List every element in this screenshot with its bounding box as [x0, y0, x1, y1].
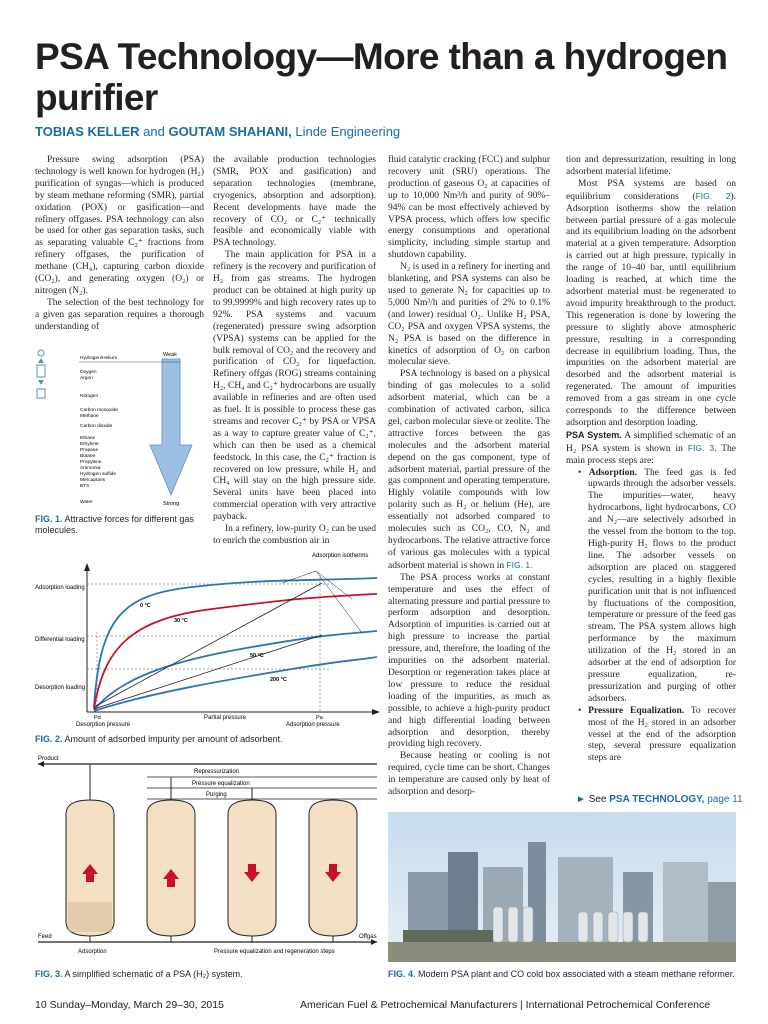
subhead: PSA System. [566, 429, 622, 440]
molecule-label: Methane [80, 414, 99, 419]
molecule-label: Oxygen [80, 370, 97, 375]
adsorber-vessel [309, 799, 357, 936]
desorption-pressure-label: Desorption pressure [76, 722, 131, 728]
paragraph: the available production technologies (SMR, POX and gasification) and separation technologies (membrane, cryogenics, absorption and adsorption). Recent developments have made the recovery of CO₂ or C₂⁺ technically feasible and economically viable with PSA technology. [213, 155, 376, 249]
byline [35, 124, 400, 139]
adsorption-loading-label: Adsorption loading [35, 585, 85, 591]
temp-0c-label: 0 °C [140, 603, 151, 609]
adsorption-step-label: Adsorption [78, 949, 107, 955]
product-label: Product [38, 756, 59, 762]
column-4 [566, 155, 736, 805]
molecule-label: Water [80, 500, 93, 505]
figure-3-caption [35, 969, 385, 980]
paragraph-text: PSA technology is based on a physical binding of gas molecules to a solid adsorbent material, which can be a combination of activated carbon, silica gel, carbon molecular sieve or zeolite. The attractive forces between the gas molecules and the adsorbent material depend on the gas component, type of adsorbent material, partial pressure of the gas component and operating temperature. Highly volatile compounds with low polarity such as H₂ or helium (He), are essentially not adsorbed compared to molecules such as CO₂, CO, N₂ and hydrocarbons. The relative attractive force of various gas molecules with a typical adsorbent material is shown in [388, 369, 550, 571]
author-1: TOBIAS KELLER [35, 124, 140, 139]
footer-right: American Fuel & Petrochemical Manufacturers | International Petrochemical Conference [300, 999, 711, 1011]
list-item-head: Adsorption. [588, 467, 638, 478]
column-3 [388, 155, 550, 807]
purging-label: Purging [206, 792, 227, 798]
paragraph-text: A simplified schematic of an H₂ PSA system is shown in [566, 430, 736, 454]
molecule-label: Carbon monoxide [80, 408, 118, 413]
caption-text: Attractive forces for different gas molecules. [35, 514, 194, 535]
caption-label: FIG. 4. [388, 969, 416, 979]
molecule-label: Mercaptans [80, 478, 106, 483]
list-item-head: Pressure Equalization. [588, 705, 685, 716]
molecule-label: Ethane [80, 436, 96, 441]
figure-3 [32, 752, 384, 960]
partial-pressure-label: Partial pressure [204, 715, 247, 721]
temp-30c-label: 30 °C [174, 618, 188, 624]
regeneration-steps-label: Pressure equalization and regeneration steps [214, 949, 335, 955]
caption-label: FIG. 3. [35, 969, 63, 979]
molecule-label: Propylene [80, 460, 102, 465]
desorption-loading-label: Desorption loading [35, 685, 86, 691]
caption-text: A simplified schematic of a PSA (H₂) system. [64, 969, 243, 979]
molecule-label: Butane [80, 454, 96, 459]
figure-1-caption [35, 514, 210, 536]
adsorber-vessel [66, 764, 114, 936]
figure-2 [32, 547, 384, 732]
fig1-reference[interactable]: FIG. 1. [506, 559, 533, 570]
caption-label: FIG. 1. [35, 514, 63, 524]
molecule-label: Propane [80, 448, 99, 453]
process-steps-list [566, 468, 736, 766]
molecule-label: Argon [80, 376, 93, 381]
molecule-label: Ethylene [80, 442, 99, 447]
see-prefix: See [588, 794, 607, 805]
pressure-equalization-label: Pressure equalization [192, 781, 250, 787]
author-org: Linde Engineering [295, 124, 401, 139]
column-2 [213, 155, 376, 546]
figure-1 [32, 345, 207, 510]
isotherms-label: Adsorption isotherms [312, 553, 369, 559]
paragraph: Pressure swing adsorption (PSA) technology is well known for hydrogen (H₂) purification of syngas—which is produced by steam methane reforming (SMR), partial oxidation (POX) or gasification—and refinery offgases. PSA technology can also be used for other gas separation tasks, such as separating valuable C₂⁺ fractions from refinery offgases, the purification of methane (CH₄), capturing carbon dioxide (CO₂), and generating oxygen (O₂) or nitrogen (N₂). [35, 155, 204, 296]
list-item: • Adsorption. The feed gas is fed upwards through the adsorber vessels. The impurities—water, heavy hydrocarbons, light hydrocarbons, CO and N₂—are selectively adsorbed in the vessel from the bottom to the top. High-purity H₂ flows to the product line. The adsorber vessels on adsorption are placed on staggered cycles, resulting in a highly flexible purification unit that is not influenced by fluctuations of the composition, temperature or pressure of the feed gas stream. The PSA system allows high performance by the maximum utilization of the H₂ stored in an adsorber at the end of adsorption for pressure equalization, re-pressurization and purging of other adsorbers. [578, 467, 737, 704]
weak-label: Weak [163, 352, 177, 358]
isotherm-30c [94, 594, 377, 709]
molecule-label: Carbon dioxide [80, 424, 113, 429]
paragraph: N₂ is used in a refinery for inerting and blanketing, and PSA systems can also be used to generate N₂ for capacities up to 5,000 Nm³/h and purities of 2% to 0.1% (and lower) residual O₂. Unlike H₂ PSA, CO₂ PSA and oxygen VPSA systems, the N₂ PSA is based on the difference in kinetics of adsorption of O₂ on carbon molecular sieve. [388, 262, 550, 368]
caption-text: Modern PSA plant and CO cold box associated with a steam methane reformer. [418, 969, 735, 979]
molecule-label: BTX [80, 484, 90, 489]
see-suffix: page 11 [707, 794, 743, 805]
molecule-list [80, 355, 118, 505]
adsorption-pressure-label: Adsorption pressure [286, 722, 340, 728]
caption-text: Amount of adsorbed impurity per amount of adsorbent. [64, 734, 283, 744]
isotherm-0c [94, 578, 377, 707]
author-2: GOUTAM SHAHANI, [168, 124, 292, 139]
paragraph: In a refinery, low-purity O₂ can be used to enrich the combustion air in [213, 524, 376, 546]
figure-4-photo [388, 812, 736, 962]
paragraph: fluid catalytic cracking (FCC) and sulphur recovery unit (SRU) operations. The production of gaseous O₂ at capacities of up to 10,000 Nm³/h and purity of 90%–94% can be most effectively achieved by VPSA process, which offers low specific energy consumptions and operational simplicity, including simple startup and shutdown capability. [388, 155, 550, 261]
temp-200c-label: 200 °C [270, 677, 287, 683]
feed-label: Feed [38, 934, 52, 940]
paragraph: Because heating or cooling is not required, cycle time can be short. Changes in temperature are caused only by heat of adsorption and desorp- [388, 751, 550, 798]
continued-link[interactable] [576, 794, 743, 805]
paragraph-text: ). Adsorption isotherms show the relation between partial pressure of a gas molecule and its equilibrium loading on the adsorbent material at a given temperature. Adsorption is carried out at high pressure, typically in the range of 10–40 bar, until equilibrium loading is reached, at which time the adsorbent material must be regenerated to avoid impurity breakthrough to the product. This regeneration is done by lowering the pressure to slightly above atmospheric pressure, resulting in a corresponding decrease in equilibrium loading. Thus, the impurities on the adsorbent material are desorbed and the adsorbent material is regenerated. The amount of impurities removed from a gas stream in one cycle corresponds to the difference between adsorption and desorption loading. [566, 191, 736, 428]
adsorber-vessel [228, 788, 276, 936]
paragraph-text: . The main process steps are: [566, 443, 737, 466]
list-item: • Pressure Equalization. To recover most of the H₂ stored in an adsorber vessel at the end of the adsorption step, several pressure equalization steps are [578, 705, 736, 764]
column-1 [35, 155, 204, 341]
temp-50c-label: 50 °C [250, 653, 264, 659]
paragraph: The PSA process works at constant temperature and uses the effect of alternating pressure and partial pressure to perform adsorption and desorption. Adsorption of impurities is carried out at high pressure to increase the partial pressure, and, therefore, the loading of the impurities on the adsorbent material. Desorption or regeneration takes place at low pressure to reduce the residual loading of the impurities, as much as possible, to achieve a high-purity product and high differential loading between adsorption and desorption, thereby providing high recovery. [388, 572, 550, 750]
fig2-reference[interactable]: FIG. 2 [695, 190, 731, 201]
pa-label: Pa [316, 715, 323, 721]
author-and: and [143, 124, 165, 139]
paragraph [566, 430, 736, 468]
molecule-icon [37, 350, 45, 398]
repressurization-label: Repressurization [194, 769, 240, 775]
paragraph [388, 369, 550, 572]
paragraph: tion and depressurization, resulting in long adsorbent material lifetime. [566, 155, 736, 177]
arrow-right-icon: ► [576, 794, 586, 805]
molecule-label: Hydrogen/Helium [80, 356, 118, 361]
caption-label: FIG. 2. [35, 734, 63, 744]
figure-4-caption [388, 969, 736, 980]
offgas-label: Offgas [359, 934, 377, 940]
paragraph: The selection of the best technology for a given gas separation requires a thorough understanding of [35, 297, 204, 332]
attraction-arrow [150, 359, 192, 495]
paragraph-text: Most PSA systems are based on equilibrium considerations ( [566, 178, 736, 202]
paragraph: The main application for PSA in a refinery is the recovery and purification of H₂ from gas streams. The hydrogen product can be obtained at high purity up to 99.9999% and high recovery rates up to 92%. PSA systems and vacuum (regenerated) pressure swing adsorption (VPSA) systems can be applied for the bulk removal of CO₂ and the recovery and purification of CO₂ for liquefaction. Refinery offgas (ROG) streams containing H₂, CH₄ and C₂⁺ hydrocarbons are usually available in refineries and are often used as fuel. It is possible to process these gas streams and recover C₂⁺ by PSA or VPSA as a way to capture greater value of C₂⁺, which can then be used as a chemical feedstock. In this case, the C₂⁺ fraction is recovered on low pressure, while H₂ and CH₄ will stay on the high pressure side. Several units have been placed into commercial operation with very attractive payback. [213, 250, 376, 523]
page-title: PSA Technology—More than a hydrogen purifier [35, 36, 728, 118]
molecule-label: Hydrogen sulfide [80, 472, 116, 477]
fig3-reference[interactable]: FIG. 3 [687, 442, 715, 453]
figure-2-caption [35, 734, 385, 745]
see-ref: PSA TECHNOLOGY, [609, 794, 705, 805]
list-item-text: To recover most of the H₂ stored in an adsorber vessel at the end of the adsorption step, several pressure equalization steps are [588, 705, 736, 764]
footer-left: 10 Sunday–Monday, March 29–30, 2015 [35, 999, 224, 1011]
adsorber-vessel [147, 777, 195, 936]
pd-label: Pd [94, 715, 101, 721]
strong-label: Strong [163, 501, 180, 507]
list-item-text: The feed gas is fed upwards through the adsorber vessels. The impurities—water, heavy hydrocarbons, light hydrocarbons, CO and N₂—are selectively adsorbed in the vessel from the bottom to the top. High-purity H₂ flows to the product line. The adsorber vessels on adsorption are placed on staggered cycles, resulting in a highly flexible purification unit that is not influenced by fluctuations of the composition, temperature or pressure of the feed gas stream. The PSA system allows high performance by the maximum utilization of the H₂ stored in an adsorber at the end of adsorption for pressure equalization, re-pressurization and purging of other adsorbers. [588, 467, 737, 704]
molecule-label: Ammonia [80, 466, 101, 471]
paragraph [566, 179, 736, 430]
molecule-label: Nitrogen [80, 394, 99, 399]
differential-loading-label: Differential loading [35, 637, 85, 643]
